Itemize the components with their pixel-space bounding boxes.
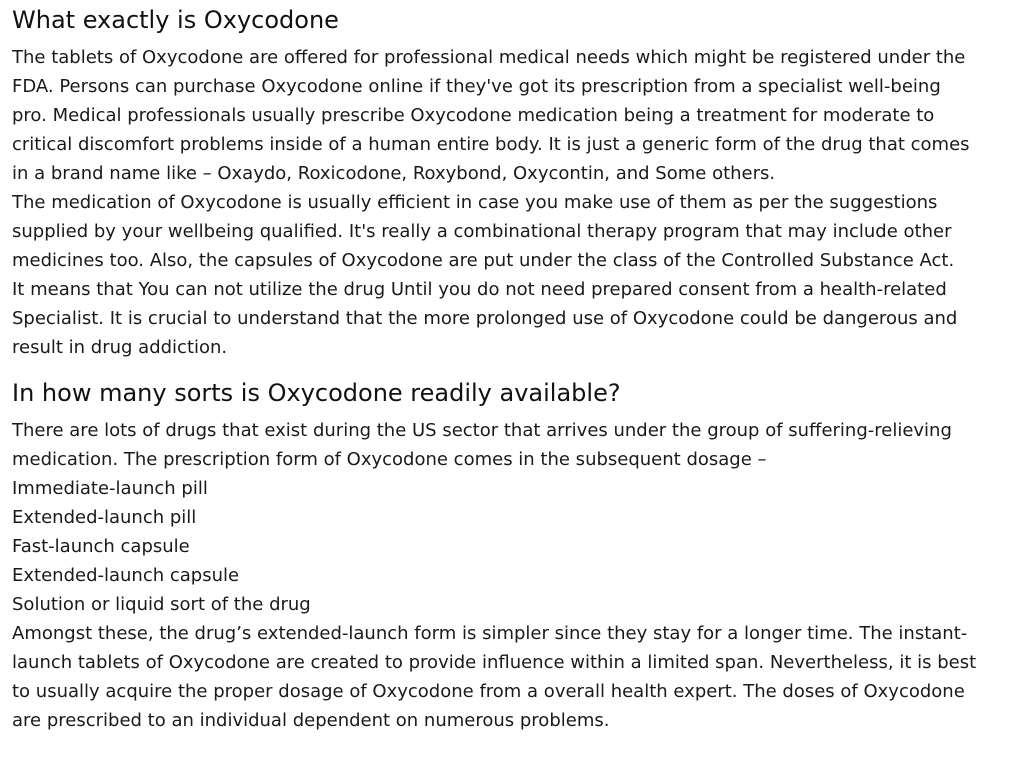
text-line: to usually acquire the proper dosage of Oxycodone from a overall health expert. The doses of Oxycodone <box>12 681 965 702</box>
paragraph-intro <box>12 43 1012 188</box>
list-item: Extended-launch capsule <box>12 565 240 586</box>
text-line: FDA. Persons can purchase Oxycodone online if they've got its prescription from a specialist well-being <box>12 76 941 97</box>
list-item: Extended-launch pill <box>12 507 197 528</box>
dosage-forms-list <box>12 474 1012 619</box>
paragraph-forms-outro <box>12 619 1012 735</box>
text-line: result in drug addiction. <box>12 337 228 358</box>
section-heading: What exactly is Oxycodone <box>12 6 339 34</box>
text-line: It means that You can not utilize the drug Until you do not need prepared consent from a health-related <box>12 279 947 300</box>
text-line: Specialist. It is crucial to understand that the more prolonged use of Oxycodone could be dangerous and <box>12 308 958 329</box>
text-line: supplied by your wellbeing qualified. It's really a combinational therapy program that may include other <box>12 221 952 242</box>
paragraph-forms-intro <box>12 416 1012 474</box>
paragraph-usage <box>12 188 1012 362</box>
text-line: medicines too. Also, the capsules of Oxycodone are put under the class of the Controlled Substance Act. <box>12 250 955 271</box>
section-what-is-oxycodone <box>12 0 1012 362</box>
text-line: medication. The prescription form of Oxycodone comes in the subsequent dosage – <box>12 449 767 470</box>
text-line: Amongst these, the drug’s extended-launch form is simpler since they stay for a longer time. The instant- <box>12 623 968 644</box>
list-item: Solution or liquid sort of the drug <box>12 594 311 615</box>
section-heading: In how many sorts is Oxycodone readily available? <box>12 379 621 407</box>
text-line: There are lots of drugs that exist during the US sector that arrives under the group of suffering-relieving <box>12 420 952 441</box>
text-line: critical discomfort problems inside of a human entire body. It is just a generic form of the drug that comes <box>12 134 970 155</box>
text-line: are prescribed to an individual dependent on numerous problems. <box>12 710 610 731</box>
text-line: The medication of Oxycodone is usually efficient in case you make use of them as per the suggestions <box>12 192 938 213</box>
text-line: The tablets of Oxycodone are offered for professional medical needs which might be registered under the <box>12 47 966 68</box>
list-item: Fast-launch capsule <box>12 536 190 557</box>
text-line: pro. Medical professionals usually prescribe Oxycodone medication being a treatment for moderate to <box>12 105 935 126</box>
text-line: launch tablets of Oxycodone are created to provide influence within a limited span. Nevertheless, it is best <box>12 652 977 673</box>
list-item: Immediate-launch pill <box>12 478 208 499</box>
section-available-forms <box>12 373 1012 735</box>
text-line: in a brand name like – Oxaydo, Roxicodone, Roxybond, Oxycontin, and Some others. <box>12 163 776 184</box>
